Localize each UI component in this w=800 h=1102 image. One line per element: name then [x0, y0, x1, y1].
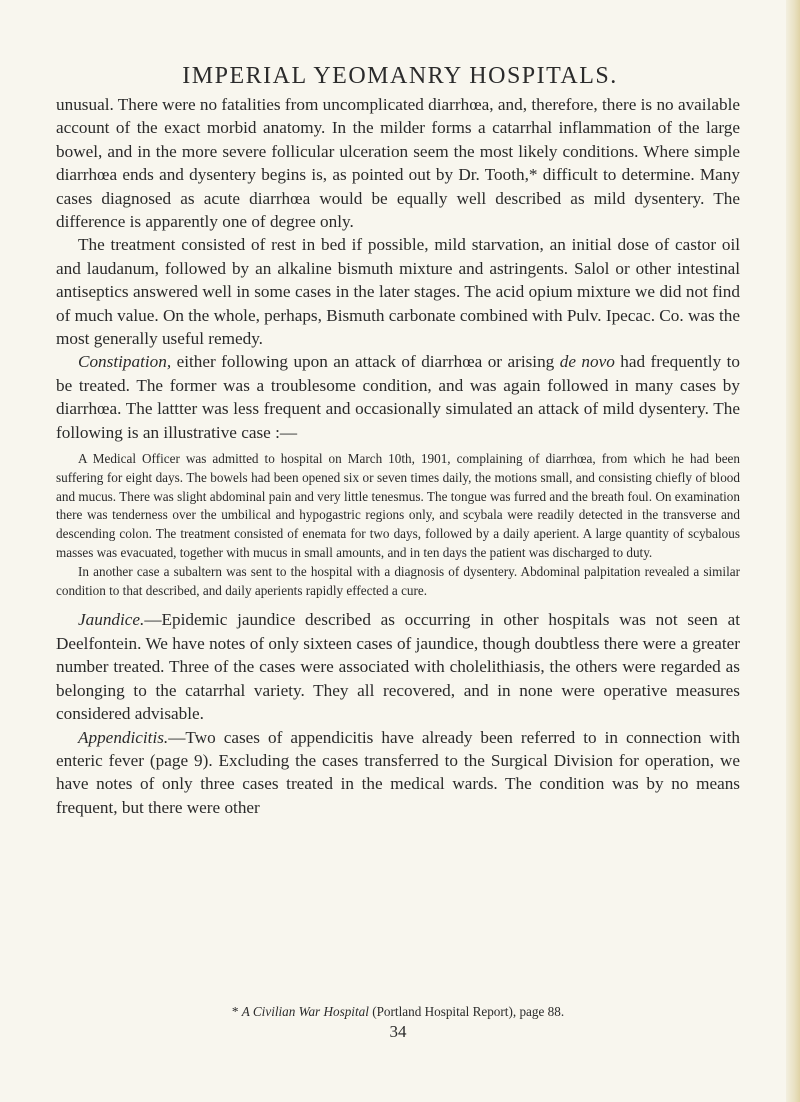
paragraph-diarrhoea-anatomy: unusual. There were no fatalities from uncomplicated diarrhœa, and, therefore, there is no available account of the exact morbid anatomy. In the milder forms a catarrhal inflammation of the large bowel, and in the more severe follicular ulceration seem the most likely conditions. Where simple diarrhœa ends and dysentery begins is, as pointed out by Dr. Tooth,* difficult to determine. Many cases diagnosed as acute diarrhœa would be equally well described as mild dysentery. The difference is apparently one of degree only.: [56, 95, 740, 232]
running-head: IMPERIAL YEOMANRY HOSPITALS.: [182, 63, 618, 89]
body-text: [56, 93, 740, 819]
paragraph-treatment: The treatment consisted of rest in bed if possible, mild starvation, an initial dose of castor oil and laudanum, followed by an alkaline bismuth mixture and astringents. Salol or other intestinal antiseptics answered well in some cases in the later stages. The acid opium mixture we did not find of much value. On the whole, perhaps, Bismuth carbonate combined with Pulv. Ipecac. Co. was the most generally useful remedy.: [56, 235, 740, 349]
case-medical-officer: A Medical Officer was admitted to hospital on March 10th, 1901, complaining of diarrhœa, from which he had been suffering for eight days. The bowels had been opened six or seven times daily, the motions small, and consisting chiefly of blood and mucus. There was slight abdominal pain and very little tenesmus. The tongue was furred and the breath foul. On examination there was tenderness over the umbilical and hypogastric regions only, and scybala were readily detected in the transverse and descending colon. The treatment consisted of enemata for two days, followed by a daily aperient. A large quantity of scybalous masses was evacuated, together with mucus in small amounts, and in ten days the patient was discharged to duty.: [56, 451, 740, 561]
illustrative-cases: [56, 450, 740, 600]
page-edge: [786, 0, 800, 1102]
paragraph-constipation: [56, 350, 740, 444]
de-novo-phrase: de novo: [559, 352, 615, 372]
footnote-marker: *: [231, 1004, 242, 1019]
constipation-heading: Constipation,: [78, 352, 172, 372]
appendicitis-text: —Two cases of appendicitis have already been referred to in connection with enteric fever (page 9). Excluding the cases transferred to the Surgical Division for operation, we have notes of only three cases treated in the medical wards. The condition was by no means frequent, but there were other: [56, 727, 740, 817]
page-number: 34: [389, 1022, 407, 1041]
paragraph-appendicitis: [56, 726, 740, 820]
constipation-text-b: had frequently to be treated. The former was a troublesome condition, and was again followed in many cases by diarrhœa. The lattter was less frequent and occasionally simulated an attack of mild dysentery. The following is an illustrative case :—: [56, 352, 740, 442]
jaundice-heading: Jaundice.: [78, 610, 145, 630]
footnote-rest: (Portland Hospital Report), page 88.: [368, 1004, 565, 1019]
footnote-title: A Civilian War Hospital: [241, 1004, 369, 1019]
footnote: [56, 1004, 740, 1020]
paragraph-jaundice: [56, 608, 740, 725]
case-subaltern: In another case a subaltern was sent to the hospital with a diagnosis of dysentery. Abdominal palpitation revealed a similar condition to that described, and daily aperients rapidly effected a cure.: [56, 563, 740, 598]
jaundice-text: —Epidemic jaundice described as occurring in other hospitals was not seen at Deelfontein. We have notes of only sixteen cases of jaundice, though doubtless there were a greater number treated. Three of the cases were associated with cholelithiasis, the others were regarded as belonging to the catarrhal variety. They all recovered, and in none were operative measures considered advisable.: [56, 610, 740, 724]
appendicitis-heading: Appendicitis.: [78, 727, 169, 747]
constipation-text-a: either following upon an attack of diarrhœa or arising: [171, 352, 560, 372]
